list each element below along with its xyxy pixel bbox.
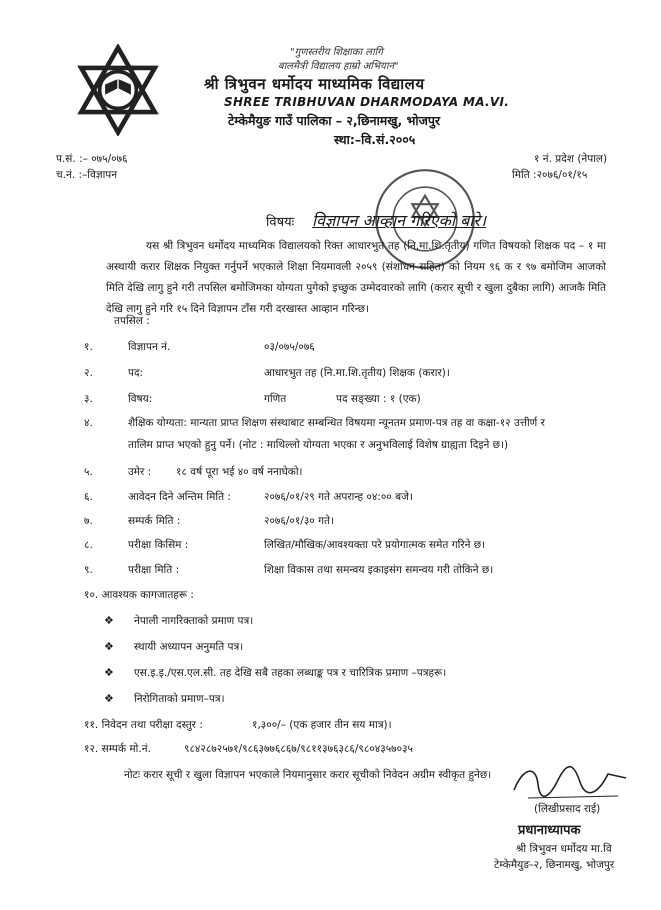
item-label: परीक्षा मिति :	[128, 564, 180, 576]
signature-scribble	[508, 760, 632, 808]
tapsil-label: तपसिल :	[114, 315, 150, 327]
item-value: गणित	[264, 393, 287, 405]
item-value: ०३/०७५/०७६	[264, 341, 315, 353]
list-item	[104, 614, 253, 628]
list-item-continuation: तालिम प्राप्त भएको हुनु पर्ने। (नोट : माथिल्लो योग्यता भएका र अनुभविलाई विशेष ग्राह्यता दिइने छ।)	[128, 439, 509, 451]
document-text: स्थायी अध्यापन अनुमति पत्र।	[134, 641, 244, 653]
note-text: नोटः करार सूची र खुला विज्ञापन भएकाले नियमानुसार करार सूचीको निवेदन अग्रीम स्वीकृत हुनेछ।	[124, 769, 492, 781]
letter-date: मिति :२०७६/०१/१५	[512, 169, 588, 181]
motto-line-1: "गुणस्तरीय शिक्षाका लागि	[290, 47, 383, 58]
school-name-english: SHREE TRIBHUVAN DHARMODAYA MA.VI.	[224, 95, 510, 109]
subject-title: विज्ञापन आव्हान गरिएको बारे।	[312, 211, 487, 230]
contact-row	[84, 742, 413, 756]
stamp-school-name: श्री त्रिभुवन धर्मोदय मा.वि	[516, 843, 612, 855]
diamond-bullet-icon: ❖	[104, 692, 114, 705]
fee-label: ११. निवेदन तथा परीक्षा दस्तुर :	[84, 719, 203, 731]
notice-paragraph: यस श्री त्रिभुवन धर्मोदय माध्यमिक विद्यालयको रिक्त आधारभुत तह (नि.मा.शि.तृतीय) गणित विषयको शिक्षक पद – १ मा अस्थायी करार शिक्षक नियुक्त गर्नुपर्ने भएकाले शिक्षा नियमावली २०५९ (संशोधन सहित) को नियम ९६ क र ९७ बमोजिम आजको मिति देखि लागु हुने गरी तपसिल बमोजिमका योग्यता पुगेको इच्छुक उम्मेदवारको लागि (करार सूची र खुला दुबैका लागि) आजकै मिति देखि लागु हुने गरि १५ दिने विज्ञापन टाँस गरी दरखास्त आव्हान गरिन्छ।	[106, 240, 606, 315]
item-number: ३.	[84, 393, 93, 405]
list-item	[84, 538, 485, 552]
list-item	[104, 640, 243, 654]
school-logo-icon	[72, 44, 164, 136]
list-item	[84, 490, 413, 504]
documents-heading: १०. आवश्यक कागजातहरू :	[84, 589, 194, 601]
school-address: टेम्केमैयुङ गाउँ पालिका – २,छिनामखु, भोजपुर	[228, 113, 441, 128]
subject-label: विषयः	[266, 215, 295, 230]
item-label: विषय:	[128, 393, 153, 405]
document-text: निरोगिताको प्रमाण–पत्र।	[134, 693, 225, 705]
item-label: आवेदन दिने अन्तिम मिति :	[128, 491, 231, 503]
item-number: ९.	[84, 564, 93, 576]
reference-number: प.सं. :– ०७५/०७६	[56, 153, 128, 165]
contact-label: १२. सम्पर्क मो.नं.	[84, 743, 151, 755]
item-number: ६.	[84, 491, 93, 503]
item-number: ५.	[84, 466, 93, 478]
province: १ नं. प्रदेश (नेपाल)	[534, 153, 608, 165]
item-value: शिक्षा विकास तथा समन्वय इकाइसंग समन्वय गरी तोकिने छ।	[264, 564, 494, 576]
list-item	[84, 465, 303, 479]
item-label: उमेर :	[128, 466, 152, 478]
signatory-title: प्रधानाध्यापक	[518, 823, 581, 838]
item-value: २०७६/०१/३० गते।	[264, 515, 334, 527]
established-year: स्था:–वि.सं.२००५	[334, 132, 416, 147]
item-value: २०७६/०१/२९ गते अपरान्ह ०४:०० बजे।	[264, 491, 413, 503]
motto-line-2: बालमैत्री विद्यालय हाम्रो अभियान"	[278, 61, 399, 72]
contact-value: ९८४२८७२५७१/९८६३७७६८६७/९८११३७६३८६/९८०४३५७०३५	[184, 743, 414, 755]
document-text: एस.इ.इ./एस.एल.सी. तह देखि सबै तहका लब्धाङ्क पत्र र चारित्रिक प्रमाण –पत्रहरू।	[134, 667, 447, 679]
diamond-bullet-icon: ❖	[104, 640, 114, 653]
item-value: लिखित/मौखिक/आवश्यक्ता परे प्रयोगात्मक समेत गरिने छ।	[264, 539, 486, 551]
stamp-address: टेम्केमैयुङ-२, छिनामखु, भोजपुर	[494, 859, 615, 871]
fee-value: १,३००/– (एक हजार तीन सय मात्र)।	[252, 719, 392, 731]
item-extra: पद सङ्ख्या : १ (एक)	[336, 393, 421, 405]
item-line-1: शैक्षिक योग्यता: मान्यता प्राप्त शिक्षण संस्थाबाट सम्बन्धित विषयमा न्यूनतम प्रमाण-पत्र तह वा कक्षा-१२ उत्तीर्ण र	[128, 417, 545, 429]
item-number: ८.	[84, 539, 93, 551]
item-value: आधारभुत तह (नि.मा.शि.तृतीय) शिक्षक (करार)।	[264, 367, 450, 379]
list-item	[84, 563, 493, 577]
document-text: नेपाली नागरिक्ताको प्रमाण पत्र।	[134, 615, 254, 627]
school-name-nepali: श्री त्रिभुवन धर्मोदय माध्यमिक विद्यालय	[204, 75, 425, 93]
list-item	[84, 340, 315, 354]
signatory-name: (लिखीप्रसाद राई)	[534, 803, 601, 815]
dispatch-number: च.नं. :–विज्ञापन	[56, 169, 118, 181]
list-item	[84, 416, 545, 430]
fee-row	[84, 718, 392, 732]
list-item	[104, 692, 225, 706]
list-item	[84, 514, 334, 528]
list-item	[84, 392, 421, 406]
item-number: ४.	[84, 417, 93, 429]
item-number: १.	[84, 341, 93, 353]
list-item	[84, 366, 450, 380]
diamond-bullet-icon: ❖	[104, 666, 114, 679]
item-label: पद:	[128, 367, 144, 379]
item-label: विज्ञापन नं.	[128, 341, 171, 353]
item-number: २.	[84, 367, 93, 379]
item-label: परीक्षा किसिम :	[128, 539, 189, 551]
list-item	[104, 666, 446, 680]
item-number: ७.	[84, 515, 93, 527]
diamond-bullet-icon: ❖	[104, 614, 114, 627]
item-label: सम्पर्क मिति :	[128, 515, 181, 527]
item-value: १८ वर्ष पूरा भई ४० वर्ष ननाघेको।	[176, 466, 303, 478]
